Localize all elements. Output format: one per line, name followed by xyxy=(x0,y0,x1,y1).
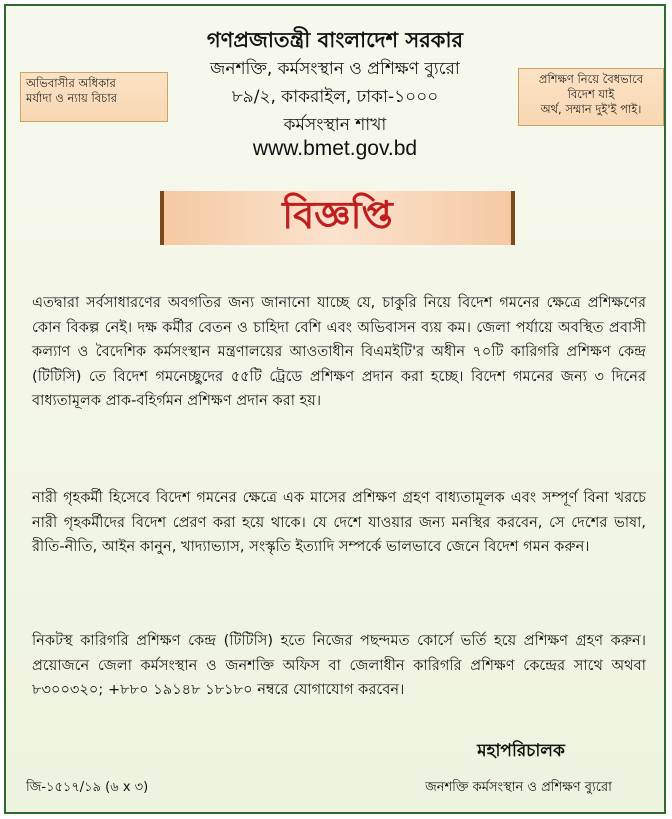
slogan-left-line1: অভিবাসীর অধিকার xyxy=(26,76,116,90)
notice-frame xyxy=(4,4,666,814)
reference-number: জি-১৫১৭/১৯ (৬ x ৩) xyxy=(26,780,149,795)
slogan-right-line2: বিদেশ যাই xyxy=(567,87,615,101)
website-url: www.bmet.gov.bd xyxy=(252,137,418,160)
bureau-name: জনশক্তি, কর্মসংস্থান ও প্রশিক্ষণ ব্যুরো xyxy=(210,59,460,79)
slogan-box-right xyxy=(518,68,664,126)
notice-paragraph-2: নারী গৃহকর্মী হিসেবে বিদেশ গমনের ক্ষেত্রে এক মাসের প্রশিক্ষণ গ্রহণ বাধ্যতামূলক এবং সম্পূর্ণ বিনা খরচে নারী গৃহকর্মীদের বিদেশ প্রেরণ করা হয়ে থাকে। যে দেশে যাওয়ার জন্য মনস্থির করবেন, সে দেশের ভাষা, রীতি-নীতি, আইন কানুন, খাদ্যাভ্যাস, সংস্কৃতি ইত্যাদি সম্পর্কে ভালভাবে জেনে বিদেশ গমন করুন। xyxy=(32,489,646,555)
slogan-left-line2: মর্যাদা ও ন্যায় বিচার xyxy=(26,91,118,105)
notice-paragraph-1: এতদ্বারা সর্বসাধারণের অবগতির জন্য জানানো যাচ্ছে যে, চাকুরি নিয়ে বিদেশ গমনের ক্ষেত্রে প্রশিক্ষণের কোন বিকল্প নেই। দক্ষ কর্মীর বেতন ও চাহিদা বেশি এবং অভিবাসন ব্যয় কম। জেলা পর্যায়ে অবস্থিত প্রবাসী কল্যাণ ও বৈদেশিক কর্মসংস্থান মন্ত্রণালয়ের আওতাধীন বিএমইটি'র অধীন ৭০টি কারিগরি প্রশিক্ষণ কেন্দ্র (টিটিসি) তে বিদেশ গমনেচ্ছুদের ৫৫টি ট্রেডে প্রশিক্ষণ প্রদান করা হচ্ছে। বিদেশ গমনের জন্য ৩ দিনের বাধ্যতামূলক প্রাক-বহির্গমন প্রশিক্ষণ প্রদান করা হয়। xyxy=(32,294,646,409)
slogan-right-line1: প্রশিক্ষণ নিয়ে বৈধভাবে xyxy=(538,72,644,86)
branch-name: কর্মসংস্থান শাখা xyxy=(283,115,387,135)
slogan-right-line3: অর্থ, সম্মান দুই'ই পাই। xyxy=(540,102,642,116)
slogan-box-left xyxy=(20,72,168,122)
government-title: গণপ্রজাতন্ত্রী বাংলাদেশ সরকার xyxy=(206,28,464,52)
notice-banner xyxy=(160,191,515,245)
bureau-address: ৮৯/২, কাকরাইল, ঢাকা-১০০০ xyxy=(231,87,439,107)
signatory-title: মহাপরিচালক xyxy=(477,741,565,761)
signatory-organization: জনশক্তি কর্মসংস্থান ও প্রশিক্ষণ ব্যুরো xyxy=(425,780,612,795)
notice-paragraph-3: নিকটস্থ কারিগরি প্রশিক্ষণ কেন্দ্র (টিটিসি) হতে নিজের পছন্দমত কোর্সে ভর্তি হয়ে প্রশিক্ষণ গ্রহণ করুন। প্রয়োজনে জেলা কর্মসংস্থান ও জনশক্তি অফিস বা জেলাধীন কারিগরি প্রশিক্ষণ কেন্দ্রের সাথে অথবা ৮৩০০৩২০; +৮৮০ ১৯১৪৮ ১৮১৮০ নম্বরে যোগাযোগ করবেন। xyxy=(32,632,646,698)
notice-heading: বিজ্ঞপ্তি xyxy=(282,193,393,237)
